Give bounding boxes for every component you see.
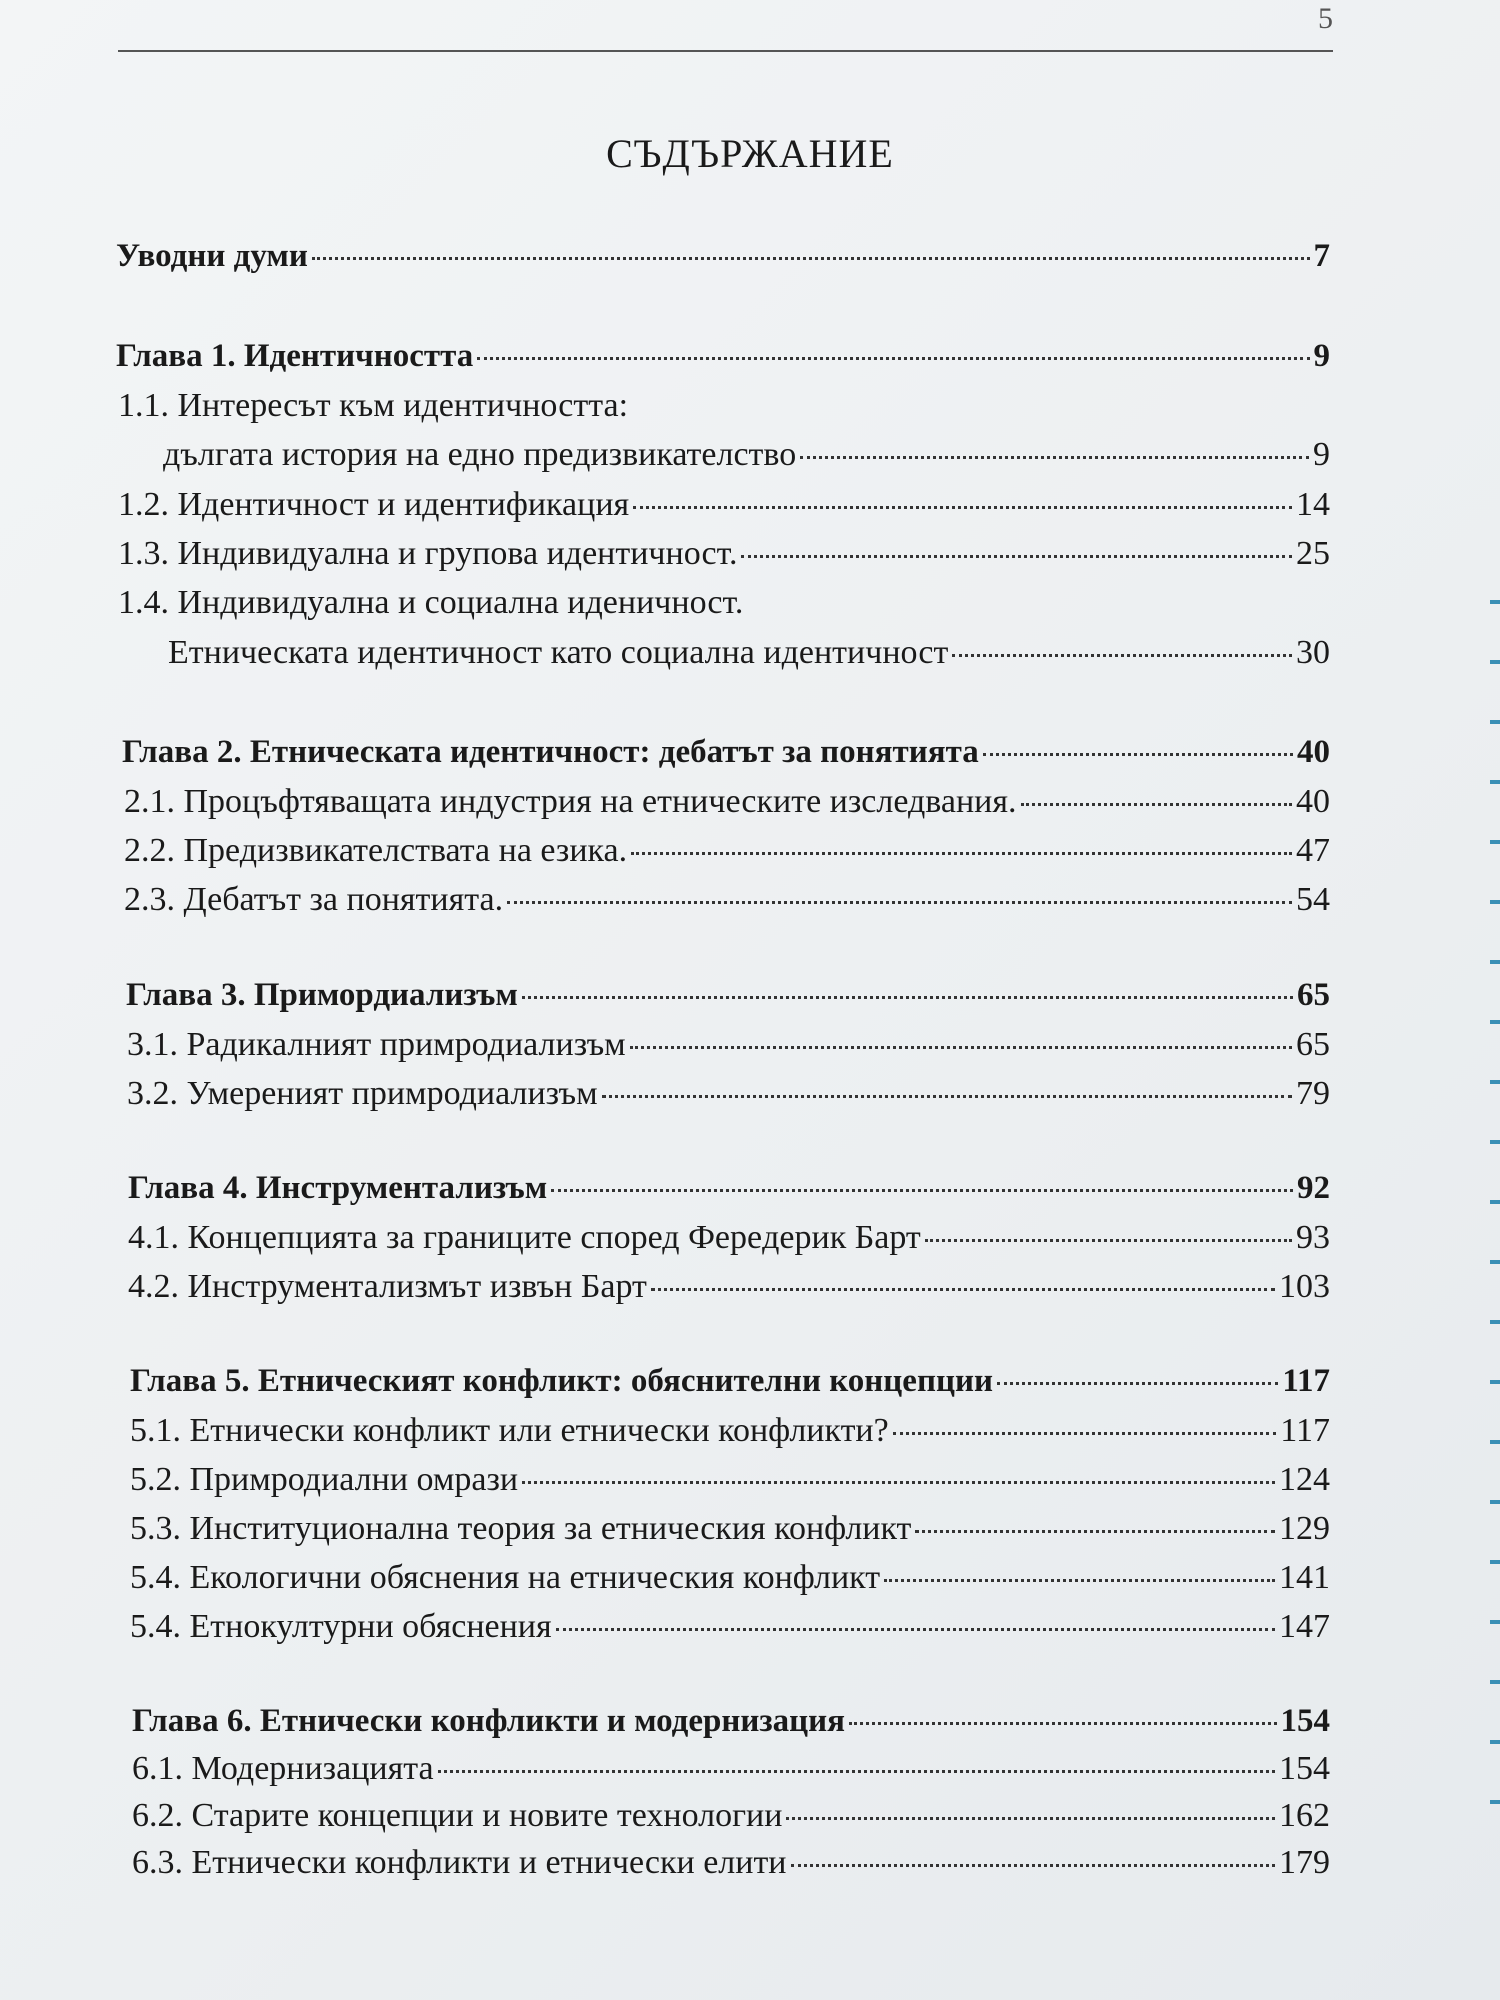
toc-entry-page: 47 (1296, 832, 1330, 869)
toc-entry-page: 117 (1282, 1363, 1330, 1399)
toc-chapter-3 (126, 977, 1330, 1025)
toc-entry-page: 65 (1296, 1026, 1330, 1063)
toc-section-5-5 (130, 1608, 1330, 1656)
dot-leader (925, 1239, 1292, 1242)
toc-entry-label: 4.1. Концепцията за границите според Ферeдерик Барт (128, 1219, 921, 1256)
toc-entry-label: Уводни думи (116, 238, 308, 274)
page-number: 5 (1318, 2, 1333, 35)
toc-entry-page: 117 (1280, 1412, 1330, 1449)
toc-entry-label: 5.2. Примродиални омрази (130, 1461, 519, 1498)
toc-section-1-2 (118, 486, 1330, 534)
toc-entry-page: 14 (1296, 486, 1330, 523)
toc-section-4-1 (128, 1219, 1330, 1267)
toc-section-2-3 (124, 881, 1330, 929)
toc-entry-page: 30 (1296, 634, 1330, 671)
toc-entry-page: 40 (1296, 783, 1330, 820)
dot-leader (786, 1817, 1275, 1820)
toc-section-5-4 (130, 1559, 1330, 1607)
toc-section-5-1 (130, 1412, 1330, 1460)
dot-leader (997, 1382, 1278, 1385)
dot-leader (438, 1770, 1275, 1773)
toc-chapter-6 (132, 1703, 1330, 1751)
dot-leader (884, 1579, 1275, 1582)
toc-entry-label: Глава 4. Инструментализъм (128, 1170, 548, 1206)
toc-section-1-4-cont (168, 634, 1330, 682)
dot-leader (522, 1481, 1275, 1484)
toc-entry-label: 5.3. Институционална теория за етническия конфликт (130, 1510, 912, 1547)
toc-entry-page: 103 (1279, 1268, 1330, 1305)
toc-entry-page: 147 (1279, 1608, 1330, 1645)
dot-leader (522, 996, 1293, 999)
toc-entry-label: Глава 5. Етническият конфликт: обяснителни концепции (130, 1363, 994, 1399)
toc-section-6-3 (132, 1844, 1330, 1892)
toc-entry-page: 154 (1279, 1750, 1330, 1787)
page-edge-marks (1488, 600, 1500, 1900)
dot-leader (631, 852, 1292, 855)
dot-leader (312, 257, 1310, 260)
toc-entry-page: 9 (1313, 338, 1330, 374)
toc-section-4-2 (128, 1268, 1330, 1316)
dot-leader (983, 753, 1293, 756)
toc-section-1-4: 1.4. Индивидуална и социална иденичност. (118, 584, 744, 621)
toc-chapter-5 (130, 1363, 1330, 1411)
toc-entry-page: 162 (1279, 1797, 1330, 1834)
toc-section-2-2 (124, 832, 1330, 880)
dot-leader (791, 1864, 1276, 1867)
dot-leader (633, 506, 1292, 509)
toc-entry-page: 25 (1296, 535, 1330, 572)
toc-entry-label: 3.1. Радикалният примродиализъм (127, 1026, 626, 1063)
dot-leader (915, 1530, 1275, 1533)
toc-entry-page: 179 (1279, 1844, 1330, 1881)
toc-section-2-1 (124, 783, 1330, 831)
dot-leader (551, 1189, 1293, 1192)
toc-entry-label: 6.1. Модернизацията (132, 1750, 434, 1787)
toc-entry-page: 92 (1297, 1170, 1330, 1206)
toc-entry-label: Глава 2. Етническата идентичност: дебатът за понятията (122, 734, 979, 770)
toc-section-1-3 (118, 535, 1330, 583)
toc-entry-label: 6.3. Етнически конфликти и етнически елити (132, 1844, 787, 1881)
toc-entry-label: 4.2. Инструментализмът извън Барт (128, 1268, 647, 1305)
toc-section-3-1 (127, 1026, 1330, 1074)
dot-leader (630, 1046, 1292, 1049)
dot-leader (556, 1628, 1275, 1631)
toc-entry-page: 124 (1279, 1461, 1330, 1498)
toc-chapter-1 (116, 338, 1330, 386)
toc-entry-page: 40 (1297, 734, 1330, 770)
dot-leader (507, 901, 1292, 904)
dot-leader (602, 1095, 1292, 1098)
toc-entry-page: 65 (1297, 977, 1330, 1013)
dot-leader (893, 1432, 1277, 1435)
toc-entry-label: Глава 1. Идентичността (116, 338, 474, 374)
toc-entry-label: 3.2. Умереният примродиализъм (127, 1075, 598, 1112)
toc-entry-page: 9 (1313, 436, 1330, 473)
toc-section-5-3 (130, 1510, 1330, 1558)
toc-entry-intro (116, 238, 1330, 286)
toc-entry-page: 7 (1313, 238, 1330, 274)
toc-entry-label: Етническата идентичност като социална идентичност (168, 634, 949, 671)
toc-entry-page: 93 (1296, 1219, 1330, 1256)
toc-entry-label: 5.4. Етнокултурни обяснения (130, 1608, 552, 1645)
toc-entry-page: 79 (1296, 1075, 1330, 1112)
dot-leader (1021, 803, 1292, 806)
toc-entry-label: 2.1. Процъфтяващата индустрия на етническите изследвания. (124, 783, 1017, 820)
toc-section-6-2 (132, 1797, 1330, 1845)
toc-entry-label: 1.3. Индивидуална и групова идентичност. (118, 535, 738, 572)
toc-entry-page: 141 (1279, 1559, 1330, 1596)
toc-section-6-1 (132, 1750, 1330, 1798)
toc-entry-label: дългата история на едно предизвикателство (163, 436, 797, 473)
toc-entry-label: 6.2. Старите концепции и новите технологии (132, 1797, 783, 1834)
header-rule (118, 50, 1333, 52)
page-title: СЪДЪРЖАНИЕ (606, 131, 894, 176)
dot-leader (952, 654, 1292, 657)
toc-section-3-2 (127, 1075, 1330, 1123)
toc-chapter-4 (128, 1170, 1330, 1218)
toc-entry-page: 129 (1279, 1510, 1330, 1547)
dot-leader (741, 555, 1292, 558)
dot-leader (800, 456, 1309, 459)
dot-leader (849, 1722, 1276, 1725)
toc-section-1-1: 1.1. Интересът към идентичността: (118, 387, 629, 424)
toc-section-1-1-cont (163, 436, 1330, 484)
toc-entry-label: 5.1. Етнически конфликт или етнически конфликти? (130, 1412, 889, 1449)
dot-leader (477, 357, 1309, 360)
toc-entry-page: 154 (1280, 1703, 1330, 1739)
toc-entry-label: Глава 3. Примордиализъм (126, 977, 518, 1013)
toc-entry-label: 1.2. Идентичност и идентификация (118, 486, 630, 523)
toc-section-5-2 (130, 1461, 1330, 1509)
toc-entry-page: 54 (1296, 881, 1330, 918)
toc-chapter-2 (122, 734, 1330, 782)
toc-entry-label: 2.2. Предизвикателствата на езика. (124, 832, 628, 869)
toc-entry-label: 5.4. Екологични обяснения на етническия конфликт (130, 1559, 881, 1596)
toc-entry-label: 2.3. Дебатът за понятията. (124, 881, 504, 918)
toc-entry-label: Глава 6. Етнически конфликти и модернизация (132, 1703, 846, 1739)
dot-leader (651, 1288, 1275, 1291)
